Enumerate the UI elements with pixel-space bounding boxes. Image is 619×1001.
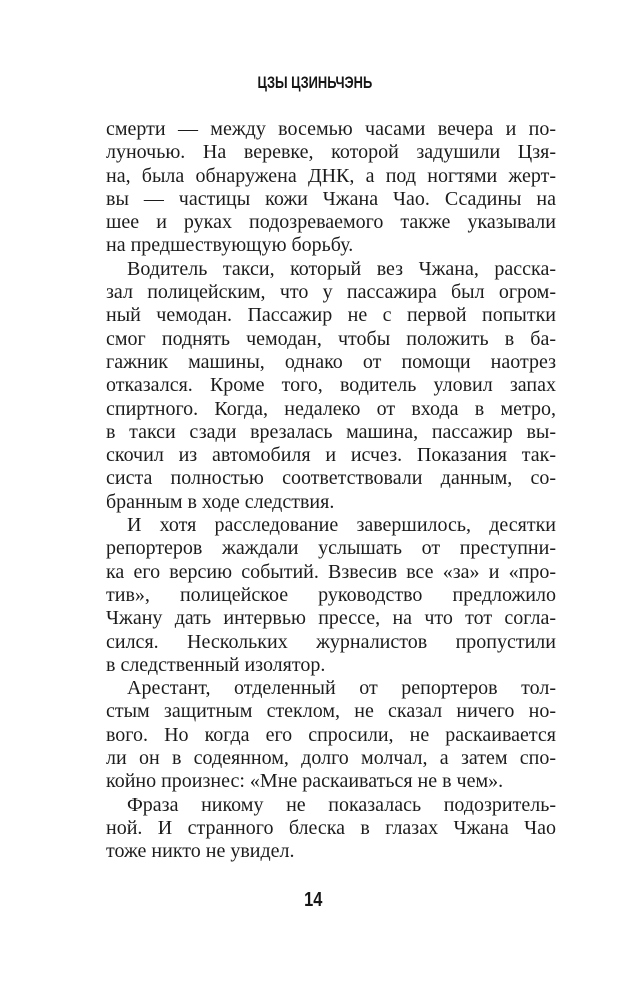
text-line: тоже никто не увидел.: [106, 840, 295, 863]
text-line: бранным в ходе следствия.: [106, 490, 335, 513]
text-line: Арестант, отделенный от репортеров тол-: [127, 677, 556, 700]
text-line: тив», полицейское руководство предложило: [106, 583, 556, 606]
text-line: ли он в содеянном, долго молчал, а затем спо-: [106, 747, 556, 770]
text-line: койно произнес: «Мне раскаиваться не в чем».: [106, 770, 504, 793]
text-line: на предшествующую борьбу.: [106, 234, 354, 257]
text-line: луночью. На веревке, которой задушили Цзя-: [106, 141, 556, 164]
text-line: смог поднять чемодан, чтобы положить в ба-: [106, 327, 556, 350]
text-line: на, была обнаружена ДНК, а под ногтями жерт-: [106, 164, 556, 187]
page-number: 14: [304, 889, 323, 911]
paragraph: [106, 794, 556, 864]
text-line: вого. Но когда его спросили, не раскаивается: [106, 723, 556, 746]
text-line: ной. И странного блеска в глазах Чжана Чао: [106, 816, 556, 839]
text-line: смерти — между восемью часами вечера и по-: [106, 118, 556, 140]
text-line: систа полностью соответствовали данным, со-: [106, 467, 556, 490]
body-text: [106, 118, 556, 864]
text-line: стым защитным стеклом, не сказал ничего но-: [106, 700, 556, 723]
running-header: ЦЗЫ ЦЗИНЬЧЭНЬ: [257, 74, 373, 92]
text-line: спиртного. Когда, недалеко от входа в метро,: [106, 397, 556, 420]
text-line: ный чемодан. Пассажир не с первой попытки: [106, 304, 556, 327]
paragraph: [106, 258, 556, 514]
text-line: отказался. Кроме того, водитель уловил запах: [106, 374, 556, 397]
text-line: Фраза никому не показалась подозритель-: [127, 793, 556, 816]
text-line: сился. Нескольких журналистов пропустили: [106, 630, 556, 653]
text-line: И хотя расследование завершилось, десятки: [127, 514, 556, 537]
text-line: зал полицейским, что у пассажира был огром-: [106, 281, 556, 304]
text-line: репортеров жаждали услышать от преступни-: [106, 537, 556, 560]
text-line: скочил из автомобиля и исчез. Показания так-: [106, 444, 556, 467]
text-line: гажник машины, однако от помощи наотрез: [106, 350, 556, 373]
paragraph: [106, 118, 556, 258]
paragraph: [106, 677, 556, 793]
text-line: ка его версию событий. Взвесив все «за» и «про-: [106, 560, 556, 583]
text-line: вы — частицы кожи Чжана Чао. Ссадины на: [106, 187, 556, 210]
text-line: Водитель такси, который вез Чжана, расска-: [127, 257, 556, 280]
text-line: в следственный изолятор.: [106, 653, 326, 676]
text-line: шее и руках подозреваемого также указывали: [106, 211, 556, 234]
text-line: в такси сзади врезалась машина, пассажир вы-: [106, 420, 556, 443]
paragraph: [106, 514, 556, 677]
text-line: Чжану дать интервью прессе, на что тот согла-: [106, 607, 556, 630]
